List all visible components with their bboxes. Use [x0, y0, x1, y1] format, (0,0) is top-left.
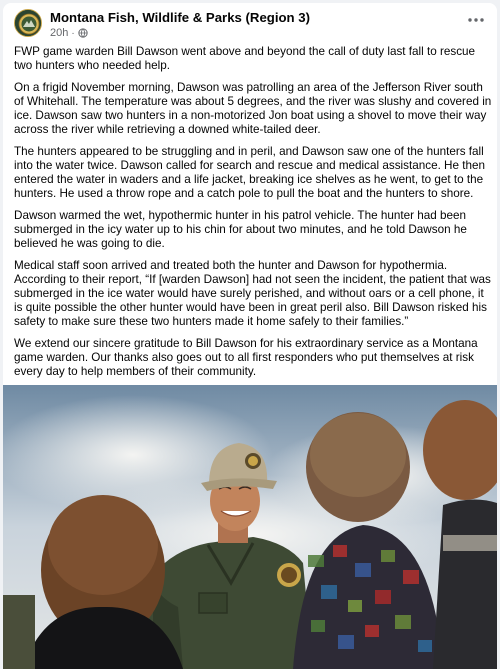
post-header [3, 3, 497, 41]
post-paragraph: We extend our sincere gratitude to Bill Dawson for his extraordinary service as a Montana game warden. Our thanks also goes out to all first responders who put themselves at risk every day to help members of their community. [14, 337, 478, 378]
post-photo[interactable] [3, 385, 497, 669]
meta-separator: · [71, 27, 75, 39]
post-timestamp[interactable]: 20h [50, 27, 69, 39]
post-paragraph: FWP game warden Bill Dawson went above and beyond the call of duty last fall to rescue two hunters who needed help. [14, 45, 476, 72]
page-avatar[interactable] [14, 9, 42, 37]
post-card [3, 3, 497, 669]
page-name-link[interactable]: Montana Fish, Wildlife & Parks (Region 3) [50, 10, 310, 25]
post-paragraph: Dawson warmed the wet, hypothermic hunter in his patrol vehicle. The hunter had been submerged in the icy water up to his chin for about two minutes, and he told Dawson he believed he was going to die. [14, 209, 467, 250]
game-warden-photo [3, 385, 497, 669]
post-message [14, 45, 492, 387]
post-paragraph: Medical staff soon arrived and treated both the hunter and Dawson for hypothermia. According to their report, “If [warden Dawson] had not seen the incident, the patient that was submerged in the ice water would have surely perished, and without oars or a cell phone, it is quite possible the other hunter would have been in great peril also. Bill Dawson risked his safety to make sure these two hunters made it home safely to their families.” [14, 259, 491, 328]
post-paragraph: The hunters appeared to be struggling and in peril, and Dawson saw one of the hunters fall into the water twice. Dawson called for search and rescue and medical assistance. He then entered the water in waders and a life jacket, breaking ice shelves as he went, to get to the hunters. He used a throw rope and a catch pole to pull the boat and the hunters to shore. [14, 145, 485, 200]
more-options-button[interactable] [465, 11, 487, 29]
post-meta [50, 27, 88, 39]
fwp-logo-icon [15, 10, 42, 37]
post-paragraph: On a frigid November morning, Dawson was patrolling an area of the Jefferson River south of Whitehall. The temperature was about 5 degrees, and the river was slushy and covered in ice. Dawson saw two hunters in a non-motorized Jon boat using a shovel to move their way across the river while retrieving a downed white-tailed deer. [14, 81, 492, 136]
more-options-icon [468, 18, 484, 22]
globe-icon [78, 28, 88, 38]
